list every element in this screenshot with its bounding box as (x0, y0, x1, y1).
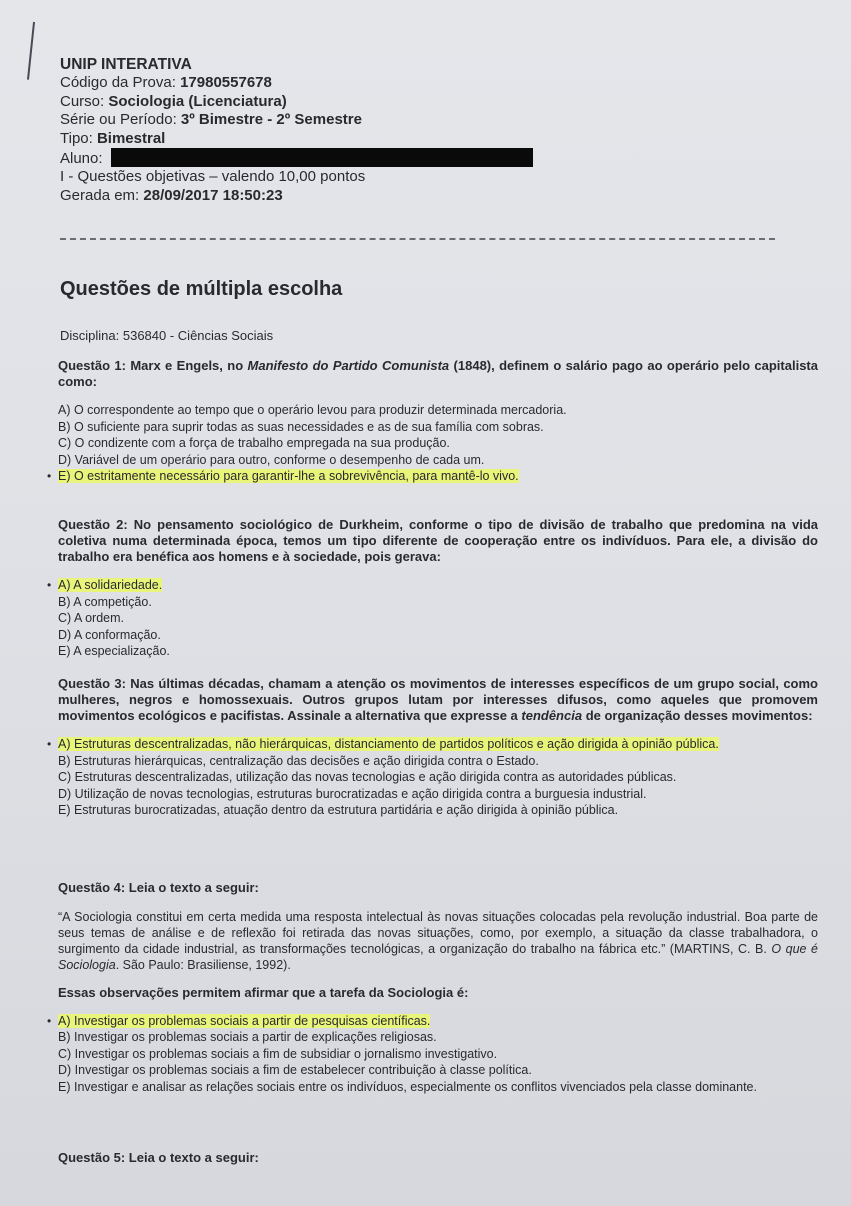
question-4-option-e: E) Investigar e analisar as relações sociais entre os indivíduos, especialmente os conflitos vivenciados pela classe dominante. (58, 1079, 757, 1094)
redaction-bar (111, 148, 533, 167)
aluno-line: Aluno: (60, 148, 580, 168)
exam-header (60, 56, 580, 205)
highlight: A) Estruturas descentralizadas, não hierárquicas, distanciamento de partidos políticos e ação dirigida à opinião pública. (58, 737, 719, 751)
highlight: A) Investigar os problemas sociais a partir de pesquisas científicas. (58, 1013, 431, 1028)
question-1-option-a: A) O correspondente ao tempo que o operário levou para produzir determinada mercadoria. (58, 403, 567, 417)
question-2-option-d: D) A conformação. (58, 627, 161, 642)
question-4-prompt: Essas observações permitem afirmar que a tarefa da Sociologia é: (58, 984, 469, 1000)
question-5-title: Questão 5: Leia o texto a seguir: (58, 1150, 259, 1165)
gerada-line: Gerada em: 28/09/2017 18:50:23 (60, 186, 283, 204)
question-3-option-b: B) Estruturas hierárquicas, centralização das decisões e ação dirigida contra o Estado. (58, 753, 539, 768)
highlight: E) O estritamente necessário para garantir-lhe a sobrevivência, para mantê-lo vivo. (58, 469, 519, 483)
question-3-text: Questão 3: Nas últimas décadas, chamam a atenção os movimentos de interesses específicos de um grupo social, como mulheres, negros e homossexuais. Outros grupos lutam por interesses difusos, como aqueles que promovem movimentos ecológicos e pacifistas. Assinale a alternativa que expresse a tendência de organização desses movimentos: (58, 676, 818, 723)
question-4-quote: “A Sociologia constitui em certa medida uma resposta intelectual às novas situações colocadas pela revolução industrial. Boa parte de seus temas de análise e de reflexão foi retirada das novas situações, como, por exemplo, a situação da classe trabalhadora, o surgimento da cidade industrial, as transformações tecnológicas, a organização do trabalho na fábrica etc.” (MARTINS, C. B. O que é Sociologia. São Paulo: Brasiliense, 1992). (58, 909, 818, 972)
disciplina-line: Disciplina: 536840 - Ciências Sociais (60, 328, 274, 343)
question-2-text: Questão 2: No pensamento sociológico de Durkheim, conforme o tipo de divisão de trabalho que predomina na vida coletiva numa determinada época, temos um tipo diferente de cooperação entre os indivíduos. Para ele, a divisão do trabalho era benéfica aos homens e à sociedade, pois gerava: (58, 517, 818, 564)
question-3 (47, 676, 818, 819)
question-4-option-d: D) Investigar os problemas sociais a fim de estabelecer contribuição à classe política. (58, 1063, 532, 1077)
question-3-option-e: E) Estruturas burocratizadas, atuação dentro da estrutura partidária e ação dirigida à opinião pública. (58, 803, 619, 817)
selected-bullet: • (47, 578, 52, 592)
question-2-option-b: B) A competição. (58, 594, 152, 609)
serie-value: 3º Bimestre - 2º Semestre (180, 111, 362, 129)
codigo-value: 17980557678 (180, 74, 272, 92)
selected-bullet: • (47, 1013, 52, 1028)
serie-line: Série ou Período: 3º Bimestre - 2º Semestre (60, 111, 362, 129)
question-1 (47, 358, 818, 485)
selected-bullet: • (47, 737, 52, 751)
question-4-title: Questão 4: Leia o texto a seguir: (58, 880, 259, 895)
question-2-option-a (47, 577, 818, 594)
dashed-divider (60, 238, 775, 240)
tipo-line: Tipo: Bimestral (60, 129, 166, 147)
selected-bullet: • (47, 469, 52, 483)
question-2 (47, 517, 818, 660)
question-3-option-d: D) Utilização de novas tecnologias, estruturas burocratizadas e ação dirigida contra a burguesia industrial. (58, 786, 647, 801)
pen-mark (27, 22, 39, 80)
section-title: Questões de múltipla escolha (60, 278, 343, 300)
question-3-option-c: C) Estruturas descentralizadas, utilização das novas tecnologias e ação dirigida contra as autoridades públicas. (58, 770, 677, 784)
curso-value: Sociologia (Licenciatura) (108, 92, 287, 110)
question-3-option-a (47, 736, 818, 753)
question-2-option-e: E) A especialização. (58, 644, 170, 658)
gerada-value: 28/09/2017 18:50:23 (143, 186, 283, 204)
question-4-option-c: C) Investigar os problemas sociais a fim de subsidiar o jornalismo investigativo. (58, 1046, 498, 1061)
question-4-option-a (47, 1013, 818, 1030)
question-1-text: Questão 1: Marx e Engels, no Manifesto do Partido Comunista (1848), definem o salário pago ao operário pelo capitalista como: (58, 358, 818, 389)
institution-name: UNIP INTERATIVA (60, 56, 192, 73)
question-1-option-e (47, 468, 818, 485)
question-1-option-d: D) Variável de um operário para outro, conforme o desempenho de cada um. (58, 452, 485, 467)
question-4-option-b: B) Investigar os problemas sociais a partir de explicações religiosas. (58, 1030, 437, 1044)
highlight: A) A solidariedade. (58, 578, 163, 592)
tipo-value: Bimestral (96, 129, 166, 147)
curso-line: Curso: Sociologia (Licenciatura) (60, 92, 287, 110)
questoes-line: I - Questões objetivas – valendo 10,00 pontos (60, 168, 366, 186)
question-2-option-c: C) A ordem. (58, 611, 124, 625)
question-1-option-b: B) O suficiente para suprir todas as suas necessidades e as de sua família com sobras. (58, 419, 544, 434)
codigo-line: Código da Prova: 17980557678 (60, 74, 272, 92)
question-5 (58, 1150, 818, 1178)
question-1-option-c: C) O condizente com a força de trabalho empregada na sua produção. (58, 436, 450, 450)
question-4 (47, 880, 818, 1095)
